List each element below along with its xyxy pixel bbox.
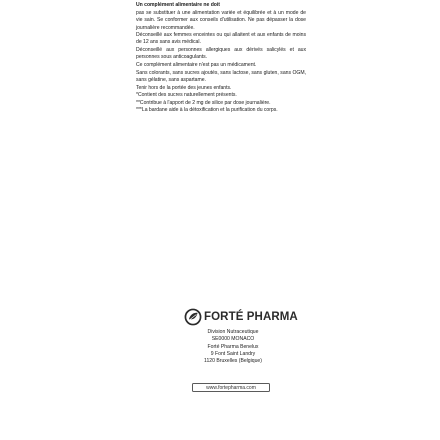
leaflet-paragraph: Ce complément alimentaire n'est pas un médicament. <box>136 61 257 68</box>
address-line: 9 Font Saint Landry <box>210 350 256 357</box>
leaflet-bullet: Sans colorants, sans sucres ajoutés, sans lactose, sans gluten, sans OGM, sans gélatine, sans aspartame. <box>136 69 306 84</box>
website-url[interactable]: www.fortepharma.com <box>192 383 270 392</box>
leaflet-bullet: **Contribue à l'apport de 2 mg de silice par dose journalière. <box>136 99 271 106</box>
leaflet-bullet: Tenir hors de la portée des jeunes enfants. <box>136 84 232 91</box>
address-line: Division Nutraceutique <box>207 329 259 335</box>
leaflet-bullet: ***La bardane aide à la détoxification et la purification du corps. <box>136 107 278 114</box>
brand-name: FORTÉ PHARMA <box>204 311 298 323</box>
leaflet-bullet: *Contient des sucres naturellement présents. <box>136 92 237 99</box>
leaflet-paragraph: pas se substituer à une alimentation variée et équilibrée et à un mode de vie sain. Se conformer aux conseils d'utilisation. Ne pas dépasser la dose journalière recommandée. <box>136 9 306 31</box>
forte-pharma-leaf-logo-icon <box>184 308 202 326</box>
company-address <box>188 329 278 365</box>
leaflet-paragraph: Déconseillé aux femmes enceintes ou qui allaitent et aux enfants de moins de 12 ans sans avis médical. <box>136 32 306 46</box>
address-line: 1120 Bruxelles (Belgique) <box>204 358 262 365</box>
leaflet-text-column <box>136 2 306 115</box>
leaflet-paragraph: Déconseillé aux personnes allergiques aux dérivés salicylés et aux personnes sous anticoagulants. <box>136 46 306 61</box>
address-line: Forté Pharma Benelux <box>207 343 259 350</box>
brand-logo <box>184 306 298 328</box>
leaflet-lead-line: Un complément alimentaire ne doit <box>136 2 220 8</box>
address-line: SE0000 MONACO <box>211 336 255 343</box>
